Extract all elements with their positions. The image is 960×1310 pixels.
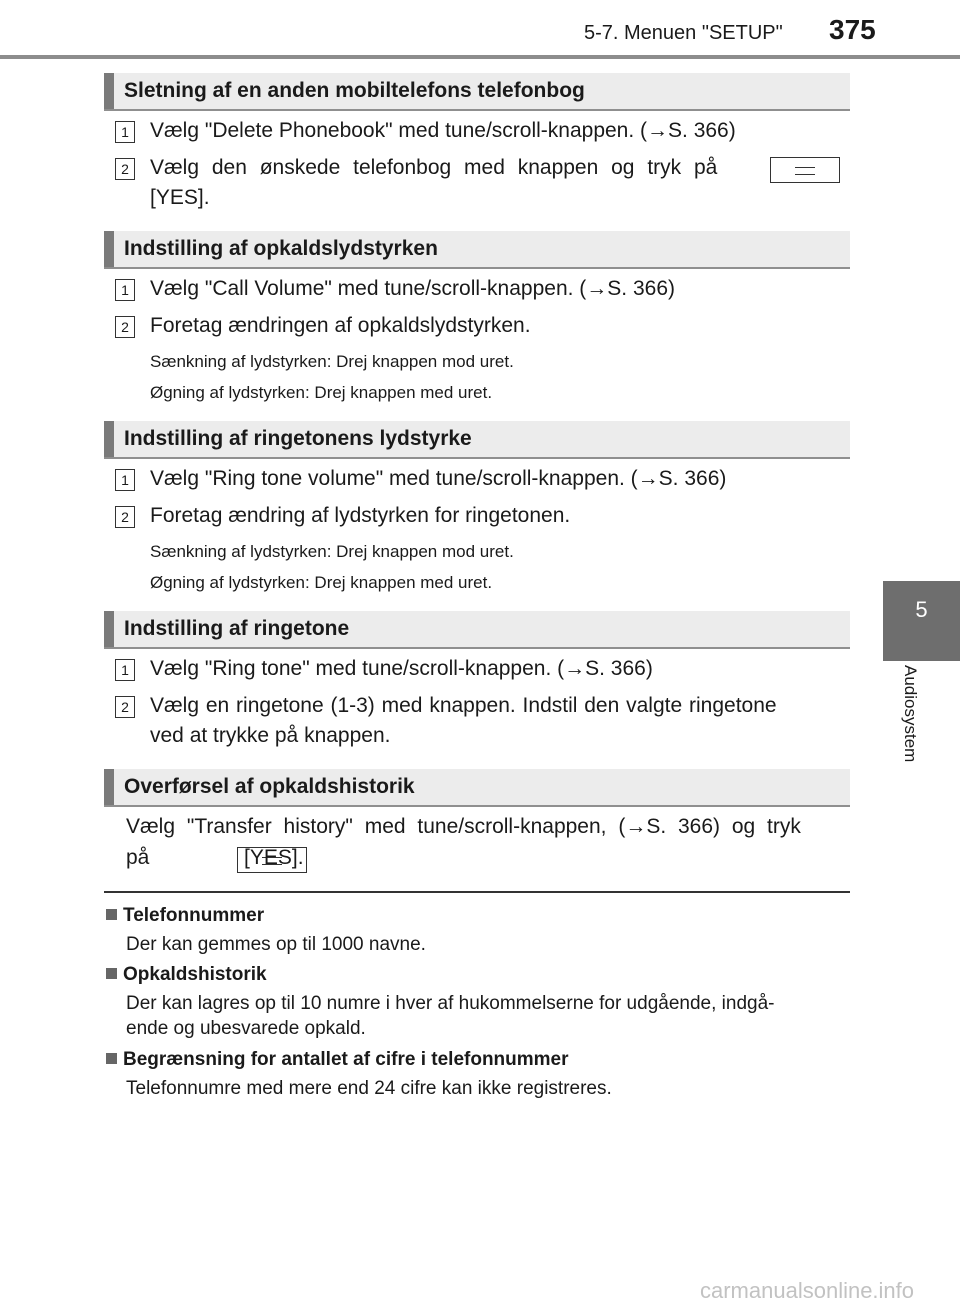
section-header-bar — [104, 231, 114, 267]
knob-button-icon — [770, 157, 840, 183]
step-number: 1 — [115, 121, 135, 143]
section-title: Overførsel af opkaldshistorik — [124, 775, 415, 798]
step-number: 2 — [115, 506, 135, 528]
note-heading: Telefonnummer — [106, 905, 264, 927]
step-number: 1 — [115, 469, 135, 491]
step-text: Foretag ændringen af opkaldslydstyrken. — [150, 314, 531, 337]
chapter-tab-number: 5 — [915, 597, 928, 622]
note-heading: Begrænsning for antallet af cifre i telefonnummer — [106, 1049, 569, 1071]
step-number: 2 — [115, 696, 135, 718]
step-detail: Øgning af lydstyrken: Drej knappen med uret. — [150, 573, 493, 592]
page-number: 375 — [829, 14, 876, 45]
section-header-bar — [104, 73, 114, 109]
section-title: Sletning af en anden mobiltelefons telefonbog — [124, 79, 585, 102]
section-header-bar — [104, 611, 114, 647]
note-square-icon — [106, 1053, 117, 1064]
step-text: Vælg "Call Volume" med tune/scroll-knappen. (→S. 366) — [150, 277, 675, 300]
watermark: carmanualsonline.info — [700, 1278, 915, 1303]
step-detail: Øgning af lydstyrken: Drej knappen med uret. — [150, 383, 493, 402]
step-number: 1 — [115, 279, 135, 301]
chapter-tab-label: Audiosystem — [901, 665, 920, 763]
note-text: Der kan gemmes op til 1000 navne. — [126, 934, 426, 955]
step-detail: Sænkning af lydstyrken: Drej knappen mod uret. — [150, 352, 514, 371]
step-number: 2 — [115, 158, 135, 180]
section-title: Indstilling af ringetonens lydstyrke — [124, 427, 472, 450]
step-number: 2 — [115, 316, 135, 338]
step-text: Vælg "Ring tone volume" med tune/scroll-knappen. (→S. 366) — [150, 467, 727, 490]
note-text: Telefonnumre med mere end 24 cifre kan ikke registreres. — [126, 1078, 612, 1099]
step-text-continued: [YES]. — [244, 846, 304, 869]
step-detail: Sænkning af lydstyrken: Drej knappen mod uret. — [150, 542, 514, 561]
section-header-bar — [104, 421, 114, 457]
step-text: Vælg en ringetone (1-3) med knappen. Indstil den valgte ringetone — [150, 694, 777, 717]
note-square-icon — [106, 909, 117, 920]
step-text: Vælg "Transfer history" med tune/scroll-knappen, (→S. 366) og tryk — [126, 815, 801, 838]
section-title: Indstilling af ringetone — [124, 617, 350, 640]
step-text: Vælg "Ring tone" med tune/scroll-knappen. (→S. 366) — [150, 657, 653, 680]
step-text-continued: [YES]. — [150, 186, 210, 209]
step-text: Vælg "Delete Phonebook" med tune/scroll-knappen. (→S. 366) — [150, 119, 736, 142]
step-number: 1 — [115, 659, 135, 681]
chapter-title: 5-7. Menuen "SETUP" — [584, 22, 783, 44]
section-header-bar — [104, 769, 114, 805]
step-text-continued: ved at trykke på knappen. — [150, 724, 391, 747]
chapter-tab-label-wrap — [860, 665, 960, 790]
notes-divider — [104, 891, 850, 893]
note-square-icon — [106, 968, 117, 979]
note-text: ende og ubesvarede opkald. — [126, 1018, 366, 1039]
note-heading: Opkaldshistorik — [106, 964, 267, 986]
note-text: Der kan lagres op til 10 numre i hver af hukommelserne for udgående, indgå- — [126, 993, 775, 1014]
step-text: Foretag ændring af lydstyrken for ringetonen. — [150, 504, 571, 527]
section-title: Indstilling af opkaldslydstyrken — [124, 237, 438, 260]
step-text: Vælg den ønskede telefonbog med knappen og tryk på — [150, 156, 718, 179]
header-divider — [0, 55, 960, 59]
step-text-continued: på — [126, 846, 150, 869]
